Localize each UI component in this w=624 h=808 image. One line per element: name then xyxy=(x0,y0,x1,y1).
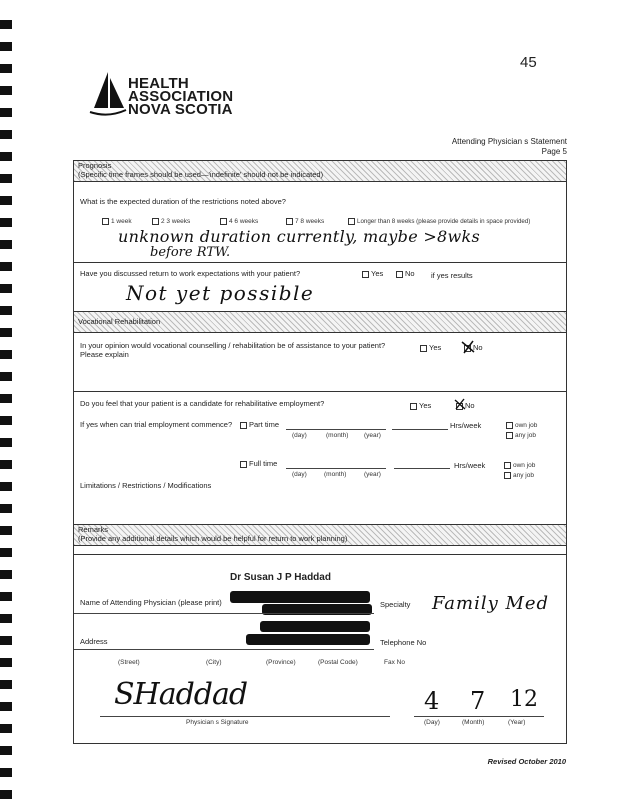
duration-option-3[interactable]: 4 6 weeks xyxy=(220,218,258,225)
physician-name-label: Name of Attending Physician (please print) xyxy=(80,598,222,607)
province-label: (Province) xyxy=(266,659,296,666)
checkbox-icon xyxy=(152,218,159,225)
rtw-if-yes-label: if yes results xyxy=(431,271,473,280)
redacted-text xyxy=(260,621,370,632)
telephone-label: Telephone No xyxy=(380,638,427,647)
checkbox-icon xyxy=(220,218,227,225)
part-time-own-job-option[interactable]: own job xyxy=(506,422,537,429)
remarks-header: Remarks (Provide any additional details which would be helpful for return to work planning) xyxy=(74,524,566,546)
checkbox-icon xyxy=(504,472,511,479)
part-time-any-job-option[interactable]: any job xyxy=(506,432,536,439)
name-underline xyxy=(74,613,374,614)
checkbox-icon xyxy=(420,345,427,352)
checkbox-icon xyxy=(410,403,417,410)
signature-line xyxy=(100,716,390,717)
vocational-explain-label: Please explain xyxy=(80,350,129,359)
duration-option-2[interactable]: 2 3 weeks xyxy=(152,218,190,225)
full-time-any-job-option[interactable]: any job xyxy=(504,472,534,479)
page-number: 45 xyxy=(520,54,537,71)
rehab-employment-yes-option[interactable]: Yes xyxy=(410,401,431,410)
part-time-hrs-week-label: Hrs/week xyxy=(450,421,482,430)
month-label: (Month) xyxy=(462,719,485,726)
divider xyxy=(74,262,566,263)
checkbox-icon xyxy=(240,422,247,429)
organization-logo-text: HEALTH ASSOCIATION NOVA SCOTIA xyxy=(128,75,234,118)
divider xyxy=(74,391,566,392)
checkbox-icon xyxy=(102,218,109,225)
signature-date-day: 4 xyxy=(424,687,440,715)
signature-date-month: 7 xyxy=(470,687,486,715)
part-time-option[interactable]: Part time xyxy=(240,420,279,429)
limitations-label: Limitations / Restrictions / Modifications xyxy=(80,481,212,490)
checkbox-icon xyxy=(396,271,403,278)
checkbox-icon xyxy=(240,461,247,468)
address-label: Address xyxy=(80,637,108,646)
date-line xyxy=(414,716,544,717)
full-time-option[interactable]: Full time xyxy=(240,459,277,468)
postal-code-label: (Postal Code) xyxy=(318,659,358,666)
handwritten-rtw-answer: Not yet possible xyxy=(126,281,315,305)
checkbox-icon xyxy=(348,218,355,225)
vocational-question: In your opinion would vocational counselling / rehabilitation be of assistance to your patient? xyxy=(80,341,386,350)
duration-option-5[interactable]: Longer than 8 weeks (please provide details in space provided) xyxy=(348,218,530,225)
rtw-yes-option[interactable]: Yes xyxy=(362,269,383,278)
full-time-hrs-week-label: Hrs/week xyxy=(454,461,486,470)
address-underline xyxy=(74,649,374,650)
specialty-value: Family Med xyxy=(432,593,550,614)
city-label: (City) xyxy=(206,659,222,666)
duration-option-4[interactable]: 7 8 weeks xyxy=(286,218,324,225)
checkbox-icon xyxy=(506,422,513,429)
checkbox-icon xyxy=(362,271,369,278)
day-label: (day) xyxy=(292,471,307,478)
handwritten-check-icon xyxy=(453,397,467,411)
year-label: (Year) xyxy=(508,719,526,726)
full-time-date-line xyxy=(286,468,386,469)
checkbox-icon xyxy=(504,462,511,469)
duration-option-1[interactable]: 1 week xyxy=(102,218,132,225)
checkbox-icon xyxy=(286,218,293,225)
full-time-hours-line xyxy=(394,468,450,469)
day-label: (day) xyxy=(292,432,307,439)
fax-label: Fax No xyxy=(384,659,405,666)
vocational-header: Vocational Rehabilitation xyxy=(74,311,566,333)
rehab-employment-question: Do you feel that your patient is a candidate for rehabilitative employment? xyxy=(80,399,325,408)
handwritten-duration-line-1: unknown duration currently, maybe >8wks xyxy=(118,227,481,246)
handwritten-duration-line-2: before RTW. xyxy=(150,245,231,260)
vocational-yes-option[interactable]: Yes xyxy=(420,343,441,352)
month-label: (month) xyxy=(326,432,349,439)
signature-date-year: 12 xyxy=(510,687,538,712)
physician-statement-form xyxy=(73,160,567,744)
sailboat-logo-icon xyxy=(88,70,128,120)
form-title: Attending Physician s Statement xyxy=(451,137,567,146)
physician-signature: SHaddad xyxy=(114,677,248,712)
rtw-question: Have you discussed return to work expectations with your patient? xyxy=(80,269,301,278)
part-time-hours-line xyxy=(392,429,448,430)
specialty-label: Specialty xyxy=(380,600,411,609)
full-time-own-job-option[interactable]: own job xyxy=(504,462,535,469)
duration-question: What is the expected duration of the restrictions noted above? xyxy=(80,197,286,206)
revised-date: Revised October 2010 xyxy=(487,757,566,766)
divider xyxy=(74,554,566,555)
checkbox-icon xyxy=(506,432,513,439)
signature-label: Physician s Signature xyxy=(186,719,249,726)
physician-name-stamp: Dr Susan J P Haddad xyxy=(230,572,331,583)
handwritten-check-icon xyxy=(460,339,476,355)
street-label: (Street) xyxy=(118,659,140,666)
trial-employment-question: If yes when can trial employment commence? xyxy=(80,420,233,429)
month-label: (month) xyxy=(324,471,347,478)
redacted-text xyxy=(246,634,370,645)
vocational-no-option[interactable]: No xyxy=(464,343,483,352)
part-time-date-line xyxy=(286,429,386,430)
page-label: Page 5 xyxy=(541,147,567,156)
year-label: (year) xyxy=(364,471,381,478)
year-label: (year) xyxy=(364,432,381,439)
redacted-text xyxy=(230,591,370,603)
spiral-binding xyxy=(0,20,12,800)
prognosis-header: Prognosis (Specific time frames should be used—'indefinite' should not be indicated) xyxy=(74,161,566,182)
rtw-no-option[interactable]: No xyxy=(396,269,415,278)
rehab-employment-no-option[interactable]: No xyxy=(456,401,475,410)
day-label: (Day) xyxy=(424,719,440,726)
